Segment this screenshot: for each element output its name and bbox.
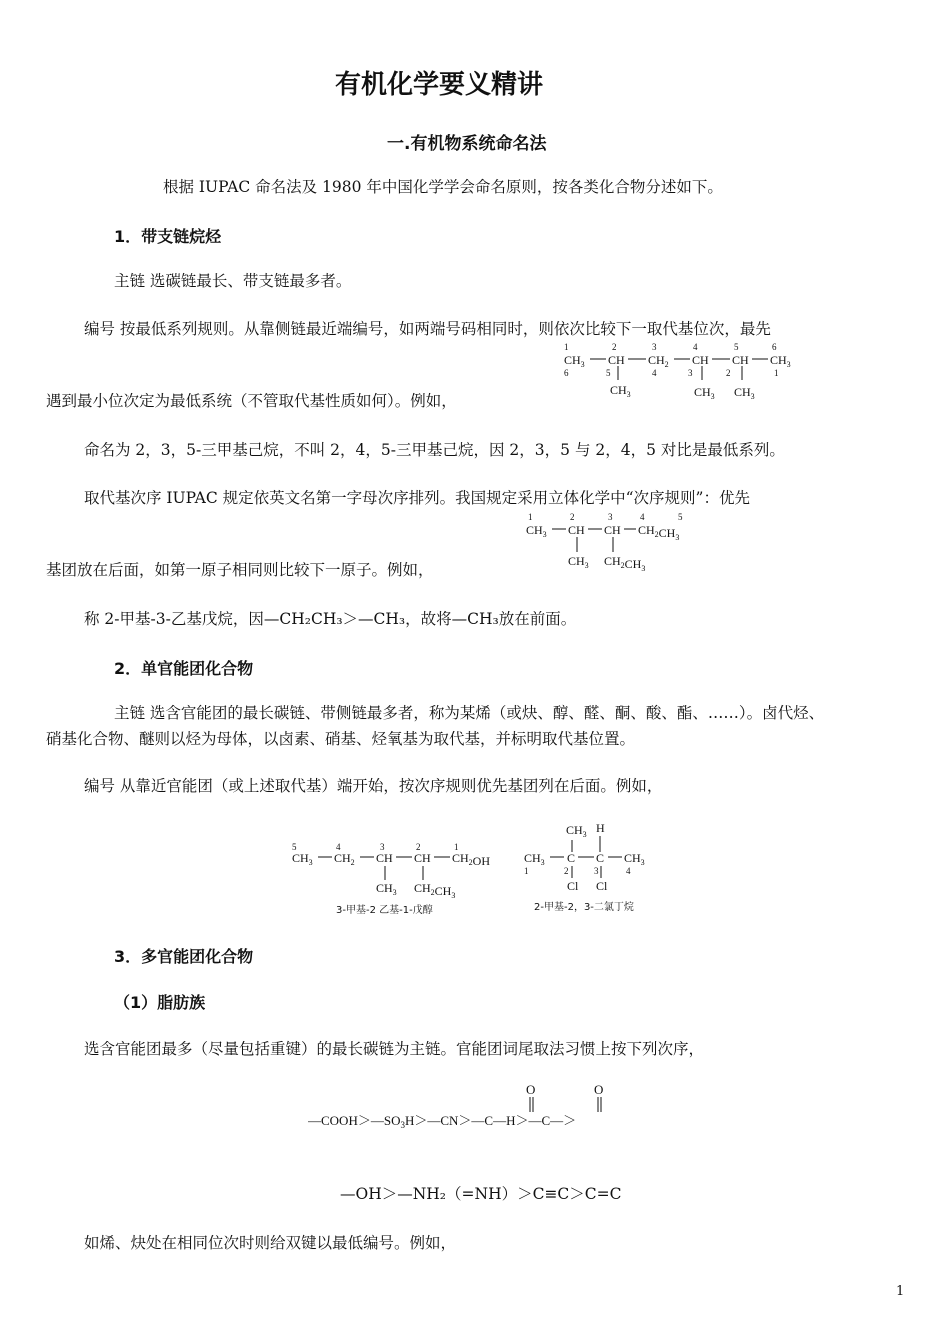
svg-text:CH2CH3: $CH_2CH_3$ [638,523,680,542]
svg-text:4: 4 [336,842,341,852]
svg-text:CH3: $CH_3$ [624,851,645,867]
svg-text:CH2OH: $CH_2OH$ [452,851,491,868]
svg-text:CH2: $CH_2$ [648,353,669,369]
svg-text:5: 5 [292,842,297,852]
svg-text:1: 1 [774,368,779,378]
svg-text:O: O [526,1082,536,1097]
svg-text:CH3: $CH_3$ [566,823,587,839]
svg-text:CH3: $CH_3$ [564,353,585,369]
structure-pentanol [288,838,518,918]
section-heading-nomenclature: 一.有机物系统命名法 [387,134,547,154]
svg-text:1: 1 [528,512,533,522]
functional-group-priority-diagram [308,1080,648,1136]
svg-text:CH: CH [376,851,393,865]
svg-text:4: 4 [626,866,631,876]
svg-text:4: 4 [693,342,698,352]
svg-text:CH: CH [414,851,431,865]
subheading-branched-alkanes: 1．带支链烷烃 [114,227,222,246]
double-bond-numbering-rule: 如烯、炔处在相同位次时则给双键以最低编号。例如， [84,1234,457,1252]
main-chain-rule-2-line2: 硝基化合物、醚则以烃为母体，以卤素、硝基、烃氧基为取代基，并标明取代基位置。 [46,730,636,748]
svg-text:CH3: $CH_3$ [694,385,715,401]
svg-text:2: 2 [416,842,421,852]
substituent-order-line1: 取代基次序 IUPAC 规定依英文名第一字母次序排列。我国规定采用立体化学中“次序规则”：优先 [84,489,750,507]
subheading-aliphatic: （1）脂肪族 [114,993,206,1012]
svg-text:CH: CH [604,523,621,537]
svg-text:1: 1 [454,842,459,852]
page-title: 有机化学要义精讲 [335,70,544,100]
structure-methylethylpentane [522,510,722,572]
svg-text:4: 4 [652,368,657,378]
svg-text:CH3: $CH_3$ [526,523,547,539]
caption-pentanol: 3-甲基-2 乙基-1-戊醇 [336,905,433,916]
numbering-rule-2: 编号 从靠近官能团（或上述取代基）端开始，按次序规则优先基团列在后面。例如， [84,777,663,795]
subheading-multi-functional-group: 3．多官能团化合物 [114,947,254,966]
main-chain-rule: 主链 选碳链最长、带支链最多者。 [114,272,352,290]
numbering-rule-line2: 遇到最小位次定为最低系统（不管取代基性质如何）。例如， [46,392,457,410]
svg-text:6: 6 [564,368,569,378]
svg-text:5: 5 [734,342,739,352]
svg-text:H: H [596,821,605,835]
svg-text:—COOH＞—SO3H＞—CN＞—C—H＞—C—＞: $—COOH>—SO_3H>—CN>—C—H>—C—>$ [308,1113,577,1130]
svg-text:CH3: $CH_3$ [524,851,545,867]
svg-text:CH: CH [692,353,709,367]
svg-text:1: 1 [524,866,529,876]
svg-text:CH: CH [608,353,625,367]
main-chain-rule-2-line1: 主链 选含官能团的最长碳链、带侧链最多者，称为某烯（或炔、醇、醛、酮、酸、酯、……）。卤代烃、 [114,704,825,722]
svg-text:CH3: $CH_3$ [734,385,755,401]
svg-text:3: 3 [594,866,599,876]
svg-text:Cl: Cl [596,879,608,893]
svg-text:CH: CH [568,523,585,537]
numbering-rule-line1: 编号 按最低系列规则。从靠侧链最近端编号，如两端号码相同时，则依次比较下一取代基位次，最先 [84,320,771,338]
subheading-single-functional-group: 2．单官能团化合物 [114,659,254,678]
svg-text:O: O [594,1082,604,1097]
naming-example-text: 命名为 2，3，5-三甲基己烷，不叫 2，4，5-三甲基己烷，因 2，3，5 与 2，4，5 对比是最低系列。 [84,441,785,459]
example-2-explanation: 称 2-甲基-3-乙基戊烷，因—CH₂CH₃＞—CH₃，故将—CH₃放在前面。 [84,610,577,628]
svg-text:2: 2 [564,866,569,876]
svg-text:Cl: Cl [567,879,579,893]
intro-paragraph: 根据 IUPAC 命名法及 1980 年中国化学学会命名原则，按各类化合物分述如下。 [163,178,723,196]
svg-text:C: C [567,851,576,865]
svg-text:CH3: $CH_3$ [292,851,313,867]
svg-text:3: 3 [652,342,657,352]
functional-group-order-line: —OH＞—NH₂（=NH）＞C≡C＞C=C [340,1185,622,1203]
page-number: 1 [896,1284,905,1299]
svg-text:1: 1 [564,342,569,352]
svg-text:CH2CH3: $CH_2CH_3$ [604,554,646,572]
substituent-order-line2: 基团放在后面，如第一原子相同则比较下一原子。例如， [46,561,434,579]
svg-text:C: C [596,851,605,865]
svg-text:6: 6 [772,342,777,352]
structure-dichlorobutane [520,818,680,918]
caption-dichlorobutane: 2-甲基-2，3-二氯丁烷 [534,902,634,913]
svg-text:2: 2 [726,368,731,378]
svg-text:CH2CH3: $CH_2CH_3$ [414,881,456,900]
svg-text:CH3: $CH_3$ [770,353,791,369]
aliphatic-rule: 选含官能团最多（尽量包括重键）的最长碳链为主链。官能团词尾取法习惯上按下列次序， [84,1040,705,1058]
svg-text:CH: CH [732,353,749,367]
svg-text:2: 2 [570,512,575,522]
svg-text:3: 3 [608,512,613,522]
svg-text:CH3: $CH_3$ [376,881,397,897]
svg-text:CH2: $CH_2$ [334,851,355,867]
svg-text:5: 5 [606,368,611,378]
structure-trimethylhexane [560,340,810,402]
svg-text:4: 4 [640,512,645,522]
svg-text:2: 2 [612,342,617,352]
svg-text:3: 3 [380,842,385,852]
svg-text:5: 5 [678,512,683,522]
svg-text:CH3: $CH_3$ [568,554,589,570]
svg-text:CH3: $CH_3$ [610,383,631,399]
svg-text:3: 3 [688,368,693,378]
